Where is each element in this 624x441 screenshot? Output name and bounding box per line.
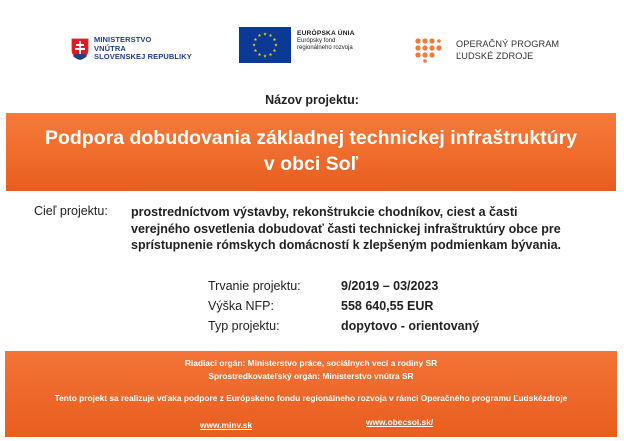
minv-link[interactable]: www.minv.sk	[200, 420, 253, 430]
project-title-line-2: v obci Soľ	[263, 153, 359, 175]
managing-authority-text: Riadiaci orgán: Ministerstvo práce, sociálnych vecí a rodiny SR	[184, 358, 438, 368]
project-goal-line-1: prostredníctvom výstavby, rekonštrukcie chodníkov, ciest a časti	[131, 205, 518, 219]
nfp-amount-label: Výška NFP:	[208, 299, 274, 313]
eu-caption	[297, 30, 355, 53]
project-goal-line-2: verejného osvetlenia dobudovať časti technickej infraštruktúry obce pre	[131, 221, 561, 236]
duration-value: 9/2019 – 03/2023	[341, 279, 439, 293]
project-type-label: Typ projektu:	[208, 319, 280, 333]
duration-label: Trvanie projektu:	[208, 279, 301, 293]
eu-line-1: EURÓPSKA ÚNIA	[297, 30, 355, 37]
project-type-value: dopytovo - orientovaný	[341, 319, 480, 333]
op-line-1: OPERAČNÝ PROGRAM	[456, 39, 560, 49]
project-title-line-1: Podpora dobudovania základnej technickej infraštruktúry	[44, 127, 578, 149]
op-line-2: ĽUDSKÉ ZDROJE	[456, 51, 534, 61]
project-goal-line-3: sprístupnenie rómskych domácností k zlepšeným podmienkam bývania.	[131, 238, 561, 252]
ministry-logo	[70, 36, 192, 62]
eu-logo	[239, 27, 355, 63]
ministry-line-1: MINISTERSTVO	[94, 35, 152, 44]
nfp-amount-value: 558 640,55 EUR	[341, 299, 434, 313]
eu-line-3: regionálneho rozvoja	[297, 45, 353, 51]
project-title-band	[6, 113, 616, 191]
footer-band	[5, 351, 617, 437]
ministry-line-2: VNÚTRA	[94, 43, 126, 53]
ministry-name	[94, 36, 192, 62]
eu-flag-icon	[239, 27, 291, 63]
project-goal-text	[131, 204, 601, 254]
obecsol-link[interactable]: www.obecsol.sk/	[366, 417, 434, 427]
project-goal-label: Cieľ projektu:	[34, 204, 108, 218]
funding-statement-text: Tento projekt sa realizuje vďaka podpore z Európskeho fondu regionálneho rozvoja v rámci Operačného programu Ľudskézdroje	[54, 393, 568, 403]
ministry-line-3: SLOVENSKEJ REPUBLIKY	[94, 52, 192, 62]
op-logo	[414, 37, 559, 63]
op-caption	[456, 38, 559, 62]
eu-line-2: Európsky fond	[297, 37, 336, 44]
op-dots-icon	[414, 37, 446, 63]
project-name-label: Názov projektu:	[265, 93, 359, 107]
slovak-coat-of-arms-icon	[70, 37, 90, 61]
intermediate-body-text: Sprostredkovateľský orgán: Ministerstvo vnútra SR	[208, 371, 414, 381]
